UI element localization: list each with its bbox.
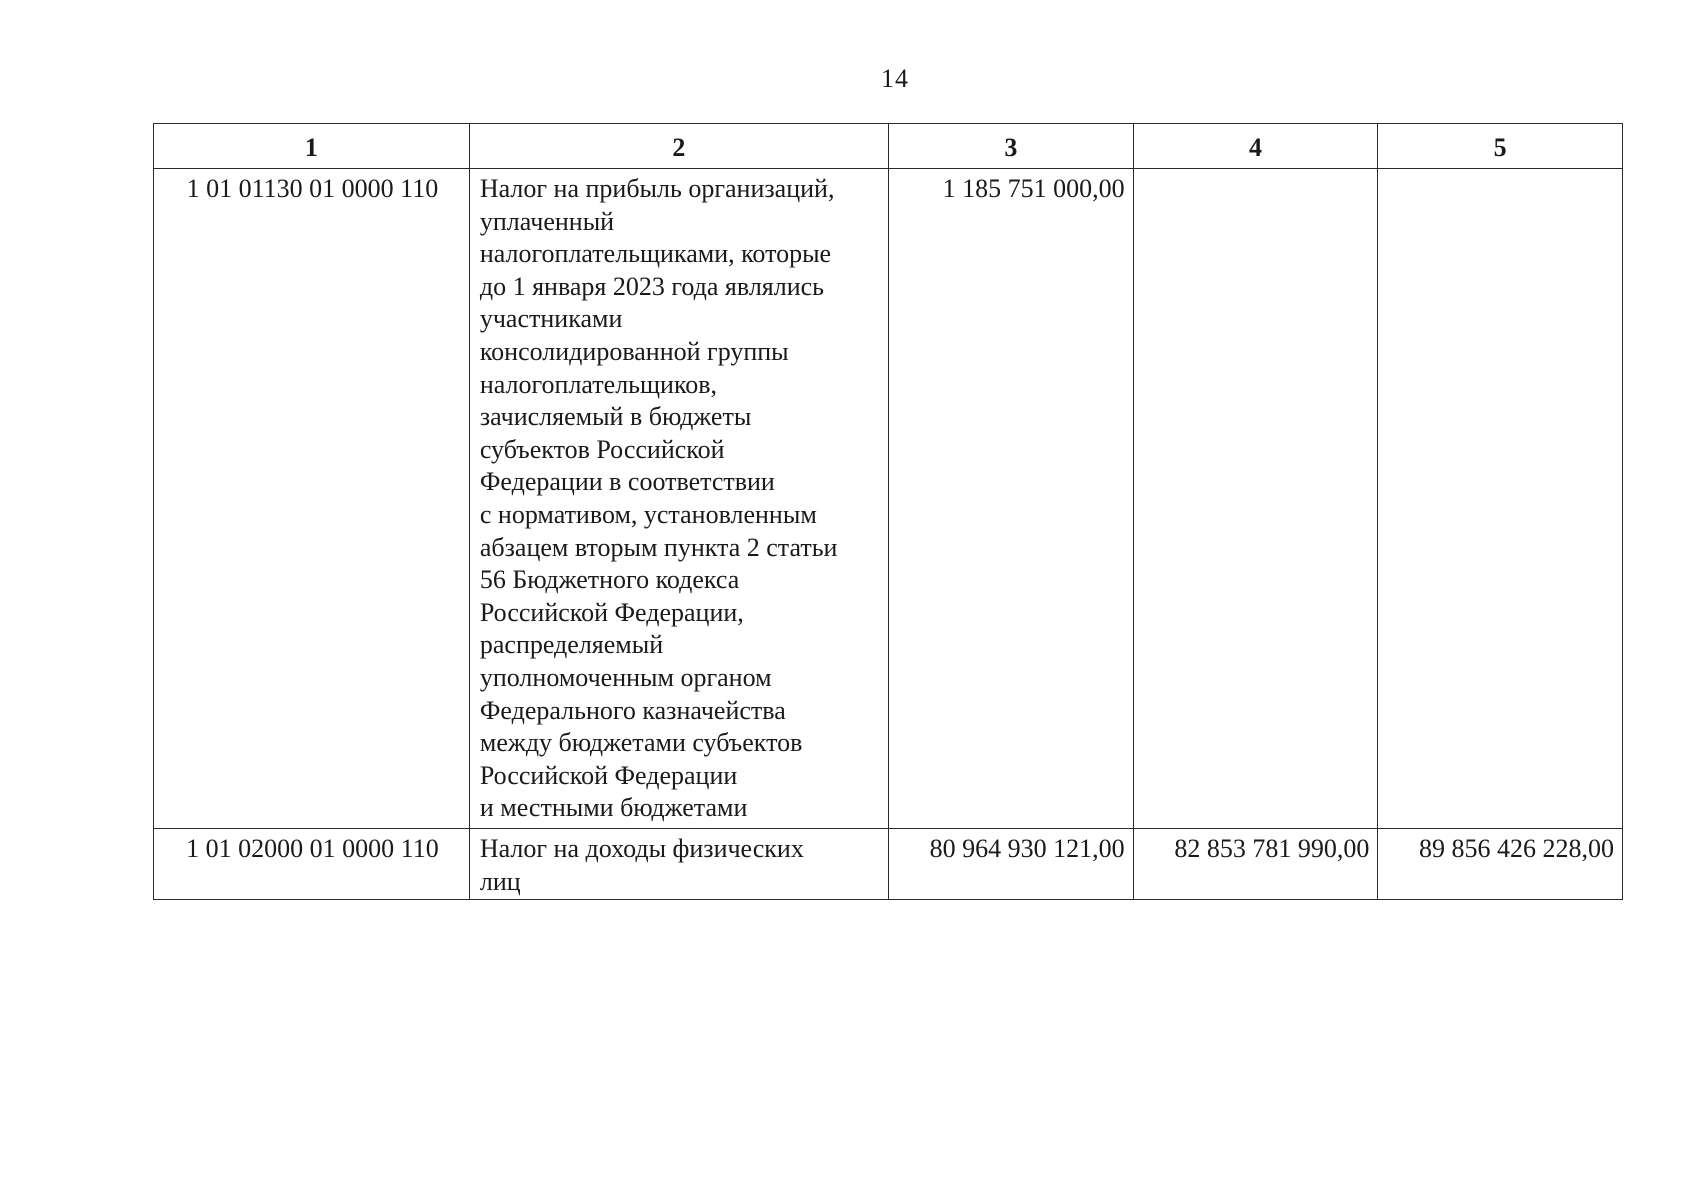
income-name-line: Российской Федерации — [479, 760, 738, 790]
budget-code-cell: 1 01 02000 01 0000 110 — [154, 829, 470, 900]
income-name-line: до 1 января 2023 года являлись — [479, 271, 825, 301]
amount-col-5 — [1378, 169, 1623, 829]
income-name-cell — [469, 829, 888, 900]
header-col-3: 3 — [889, 124, 1134, 169]
income-name-cell — [469, 169, 888, 829]
amount-col-4 — [1133, 169, 1378, 829]
amount-col-3: 80 964 930 121,00 — [889, 829, 1134, 900]
income-name-line: Налог на прибыль организаций, — [479, 174, 835, 203]
income-name-line: консолидированной группы — [479, 336, 789, 366]
income-name-line: субъектов Российской — [479, 434, 725, 464]
income-name-line: распределяемый — [479, 630, 664, 660]
income-name-line: уполномоченным органом — [479, 662, 772, 692]
income-name-line: Федерального казначейства — [479, 695, 786, 725]
income-name-line: налогоплательщиков, — [479, 369, 718, 399]
amount-col-4: 82 853 781 990,00 — [1133, 829, 1378, 900]
header-col-1: 1 — [154, 124, 470, 169]
table-row — [154, 829, 1623, 900]
income-name-line: Налог на доходы физических — [479, 834, 804, 863]
income-name-line: между бюджетами субъектов — [479, 728, 803, 758]
amount-col-3: 1 185 751 000,00 — [889, 169, 1134, 829]
table-header-row — [154, 124, 1623, 169]
income-name-line: лиц — [479, 866, 521, 896]
income-name-line: с нормативом, установленным — [479, 499, 817, 529]
budget-code-cell: 1 01 01130 01 0000 110 — [154, 169, 470, 829]
income-name-line: абзацем вторым пункта 2 статьи — [479, 532, 838, 562]
income-name-line: 56 Бюджетного кодекса — [479, 565, 740, 595]
amount-col-5: 89 856 426 228,00 — [1378, 829, 1623, 900]
income-name-line: Федерации в соответствии — [479, 467, 775, 497]
income-name-line: Российской Федерации, — [479, 597, 744, 627]
budget-table — [153, 123, 1623, 900]
table-row — [154, 169, 1623, 829]
income-name-line: налогоплательщиками, которые — [479, 239, 832, 269]
income-name-line: участниками — [479, 304, 623, 334]
income-name-line: и местными бюджетами — [479, 793, 748, 823]
header-col-4: 4 — [1133, 124, 1378, 169]
income-name-line: зачисляемый в бюджеты — [479, 402, 752, 432]
header-col-5: 5 — [1378, 124, 1623, 169]
income-name-line: уплаченный — [479, 206, 615, 236]
header-col-2: 2 — [469, 124, 888, 169]
page-number: 14 — [881, 64, 909, 93]
